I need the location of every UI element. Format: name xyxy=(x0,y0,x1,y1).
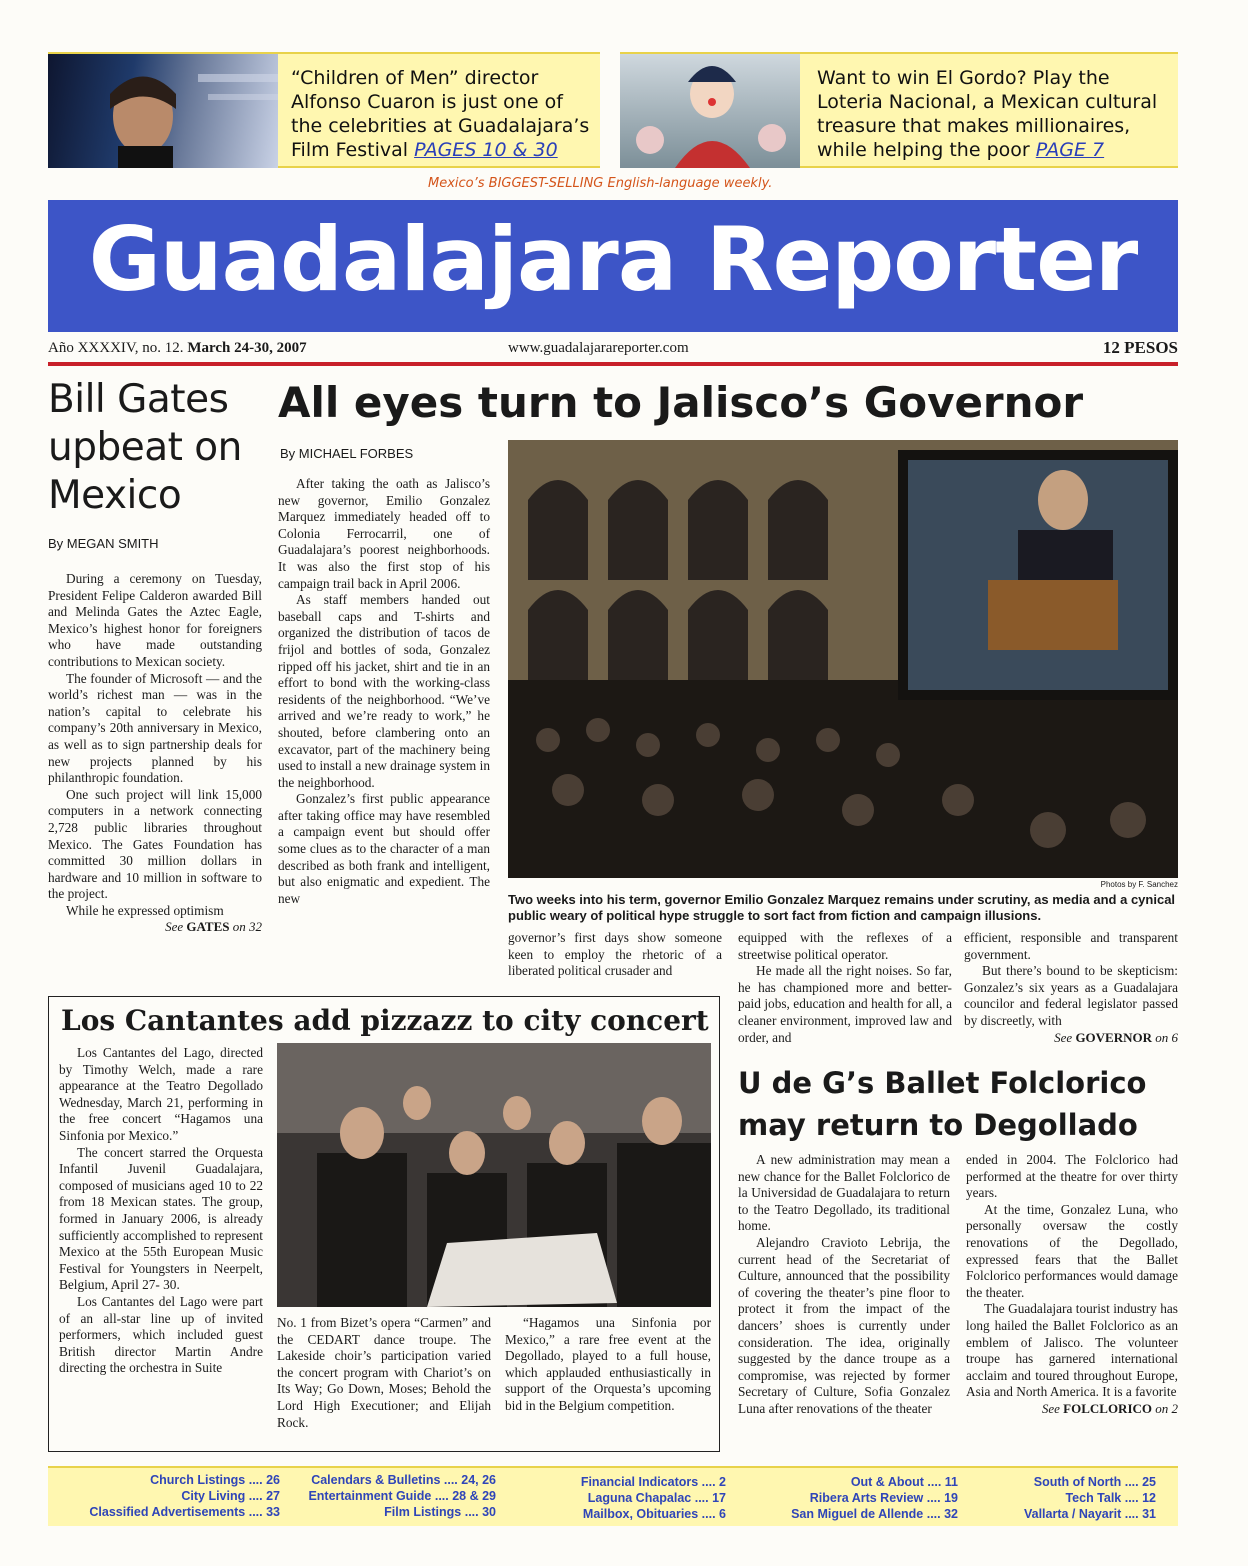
footer-column xyxy=(524,1474,726,1522)
issue-price: 12 PESOS xyxy=(1102,338,1178,357)
ballet-paragraph: A new administration may mean a new chance for the Ballet Folclorico de la Universidad de Guadalajara to return to the Teatro Degollado, its traditional home. xyxy=(738,1152,950,1234)
cantantes-box xyxy=(48,996,720,1452)
loteria-photo xyxy=(620,54,800,168)
choir-illustration xyxy=(277,1043,711,1307)
issue-date: March 24-30, 2007 xyxy=(187,340,307,356)
governor-paragraph: Gonzalez’s first public appearance after taking office may have resembled a campaign event but should offer some clues as to the character of a man described as both frank and intelligent, but also enigmatic and expedient. The new xyxy=(278,791,490,906)
footer-link[interactable]: Vallarta / Nayarit .... 31 xyxy=(1023,1507,1156,1521)
issue-bar xyxy=(48,338,1178,360)
masthead-title: Guadalajara Reporter xyxy=(88,208,1138,311)
website-url[interactable]: www.guadalajarareporter.com xyxy=(508,340,689,356)
promo-box-loteria[interactable] xyxy=(620,52,1178,168)
gates-headline: Bill Gates upbeat on Mexico xyxy=(48,377,242,518)
promo-box-film-festival[interactable] xyxy=(48,52,600,168)
governor-column-1 xyxy=(278,476,490,907)
governor-paragraph: After taking the oath as Jalisco’s new governor, Emilio Gonzalez Marquez immediately headed off to Colonia Ferrocarril, one of Guadalajara’s poorest neighborhoods. It was also the first stop of his campaign trail back in April 2006. xyxy=(278,476,490,591)
cantantes-paragraph: The concert starred the Orquesta Infantil Juvenil Guadalajara, composed of musicians aged 10 to 22 from 18 Mexican states. The group, formed in January 2006, is already sufficiently accomplished to represent Mexico at the 55th European Music Festival for Youngsters in Neerpelt, Belgium, April 27- 30. xyxy=(59,1144,263,1293)
footer-column xyxy=(284,1472,496,1520)
governor-column-3 xyxy=(738,930,952,1046)
footer-link[interactable]: City Living .... 27 xyxy=(181,1489,280,1503)
governor-paragraph: As staff members handed out baseball caps and T-shirts and organized the distribution of tacos de frijol and bottles of soda, Gonzalez ripped off his jacket, shirt and tie in an effort to bond with the working-class residents of the neighborhood. “We’ve arrived and we’re ready to work,” he shouted, before clambering onto an excavator, part of the machinery being used to install a new drainage system in the neighborhood. xyxy=(278,592,490,790)
governor-photo-caption: Two weeks into his term, governor Emilio Gonzalez Marquez remains under scrutiny, as media and a cynical public weary of political hype struggle to sort fact from fiction and campaign illusions. xyxy=(508,892,1176,923)
footer-link[interactable]: Film Listings .... 30 xyxy=(384,1505,496,1519)
footer-link[interactable]: Out & About .... 11 xyxy=(850,1475,958,1489)
footer-link[interactable]: Financial Indicators .... 2 xyxy=(580,1475,726,1489)
promo-left-text: “Children of Men” director Alfonso Cuaron is just one of the celebrities at Guadalajara’s Film Festival xyxy=(291,67,590,161)
governor-column-2: governor’s first days show someone keen to employ the rhetoric of a liberated political crusader and xyxy=(508,930,722,979)
promo-right-text: Want to win El Gordo? Play the Loteria Nacional, a Mexican cultural treasure that makes millionaires, while helping the poor xyxy=(817,67,1158,161)
promo-left-link[interactable]: PAGES 10 & 30 xyxy=(414,139,558,161)
ballet-paragraph: ended in 2004. The Folclorico had performed at the theatre for over thirty years. xyxy=(966,1152,1178,1201)
issue-number: Año XXXXIV, no. 12. xyxy=(48,340,184,356)
governor-paragraph: efficient, responsible and transparent government. xyxy=(964,930,1178,962)
courtyard-illustration xyxy=(508,440,1178,878)
ballet-jump-line[interactable]: See FOLCLORICO on 2 xyxy=(1041,1400,1178,1416)
masthead-divider xyxy=(48,362,1178,366)
ballet-paragraph: Alejandro Cravioto Lebrija, the current head of the Secretariat of Culture, announced that the possibility of covering the theater’s pine floor to protect it from the impact of the dancers’ shoes is currently under consideration. The idea, originally suggested by the dance troupe as a compromise, was rejected by former Secretary of Culture, Sofia Gonzalez Luna after renovations of the theater xyxy=(738,1234,950,1416)
governor-headline: All eyes turn to Jalisco’s Governor xyxy=(278,378,1084,427)
footer-link[interactable]: Ribera Arts Review .... 19 xyxy=(809,1491,958,1505)
gates-jump-line[interactable]: See GATES on 32 xyxy=(165,919,262,935)
governor-jump-line[interactable]: See GOVERNOR on 6 xyxy=(1054,1029,1178,1045)
governor-paragraph: equipped with the reflexes of a streetwise political operator. xyxy=(738,930,952,962)
footer-column xyxy=(742,1474,958,1522)
governor-byline: By MICHAEL FORBES xyxy=(280,446,414,461)
footer-link[interactable]: Tech Talk .... 12 xyxy=(1065,1491,1156,1505)
section-index-footer xyxy=(48,1466,1178,1526)
footer-link[interactable]: Laguna Chapalac .... 17 xyxy=(587,1491,726,1505)
masthead-banner xyxy=(48,200,1178,332)
footer-link[interactable]: South of North .... 25 xyxy=(1033,1475,1156,1489)
ballet-column-1 xyxy=(738,1152,950,1418)
cantantes-column-3 xyxy=(505,1315,711,1415)
tagline: Mexico’s BIGGEST-SELLING English-language weekly. xyxy=(428,176,773,191)
footer-link[interactable]: Classified Advertisements .... 33 xyxy=(89,1505,280,1519)
governor-paragraph: But there’s bound to be skepticism: Gonzalez’s six years as a Guadalajara councilor and federal legislator passed by discreetly, with xyxy=(964,963,1178,1028)
cantantes-paragraph: “Hagamos una Sinfonia por Mexico,” a rare free event at the Degollado, played to a full house, which applauded enthusiastically in support of the Orquesta’s upcoming bid in the Belgium competition. xyxy=(505,1315,711,1413)
footer-link[interactable]: Mailbox, Obituaries .... 6 xyxy=(582,1507,726,1521)
cantantes-paragraph: Los Cantantes del Lago, directed by Timothy Welch, made a rare appearance at the Teatro Degollado Wednesday, March 21, performing in the free concert “Hagamos una Sinfonia por Mexico.” xyxy=(59,1045,263,1143)
footer-column xyxy=(48,1472,280,1520)
promo-right-link[interactable]: PAGE 7 xyxy=(1035,139,1105,161)
footer-link[interactable]: Entertainment Guide .... 28 & 29 xyxy=(308,1489,496,1503)
ballet-column-2 xyxy=(966,1152,1178,1418)
gates-paragraph: During a ceremony on Tuesday, President Felipe Calderon awarded Bill and Melinda Gates the Aztec Eagle, Mexico’s highest honor for foreigners who have made outstanding contributions to Mexican society. xyxy=(48,571,262,669)
footer-link[interactable]: San Miguel de Allende .... 32 xyxy=(791,1507,958,1521)
portrait-illustration xyxy=(48,54,278,168)
governor-column-4 xyxy=(964,930,1178,1046)
gates-article xyxy=(48,376,262,986)
governor-photo xyxy=(508,440,1178,878)
gates-paragraph: The founder of Microsoft — and the world’s richest man — was in the nation’s capital to celebrate his company’s 20th anniversary in Mexico, as well as to sign partnership deals for new projects planned by his philanthropic foundation. xyxy=(48,670,262,786)
mascot-illustration xyxy=(620,54,800,168)
gates-paragraph: While he expressed optimism xyxy=(66,902,224,918)
cantantes-paragraph: Los Cantantes del Lago were part of an all-star line up of invited performers, which included guest British director Martin Andre directing the orchestra in Suite xyxy=(59,1293,263,1376)
governor-paragraph: He made all the right noises. So far, he has championed more and better-paid jobs, education and health for all, a cleaner environment, improved law and order, and xyxy=(738,963,952,1045)
gates-paragraph: One such project will link 15,000 computers in a network connecting 2,728 public libraries throughout Mexico. The Gates Foundation has committed 30 million dollars in hardware and 10 million in software to the project. xyxy=(48,786,262,902)
cantantes-column-1 xyxy=(59,1045,263,1377)
gates-byline: By MEGAN SMITH xyxy=(48,536,159,551)
cantantes-column-2: No. 1 from Bizet’s opera “Carmen” and the CEDART dance troupe. The Lakeside choir’s participation varied the concert program with Chariot’s on Its Way; Go Down, Moses; Behold the Lord High Executioner; and Elijah Rock. xyxy=(277,1315,491,1430)
footer-column xyxy=(978,1474,1156,1522)
cantantes-headline: Los Cantantes add pizzazz to city concert xyxy=(61,1004,709,1037)
ballet-headline: U de G’s Ballet Folclorico may return to Degollado xyxy=(738,1066,1147,1142)
footer-link[interactable]: Church Listings .... 26 xyxy=(150,1473,280,1487)
cuaron-photo xyxy=(48,54,278,168)
photo-credit: Photos by F. Sanchez xyxy=(1100,880,1178,889)
ballet-paragraph: At the time, Gonzalez Luna, who personally oversaw the costly renovations of the Degollado, expressed fears that the Ballet Folclorico performances would damage the theater. xyxy=(966,1201,1178,1300)
choir-photo xyxy=(277,1043,711,1307)
ballet-paragraph: The Guadalajara tourist industry has long hailed the Ballet Folclorico as an emblem of Jalisco. The volunteer troupe has garnered international acclaim and toured throughout Europe, Asia and North America. It is a favorite xyxy=(966,1301,1178,1400)
footer-link[interactable]: Calendars & Bulletins .... 24, 26 xyxy=(311,1473,496,1487)
